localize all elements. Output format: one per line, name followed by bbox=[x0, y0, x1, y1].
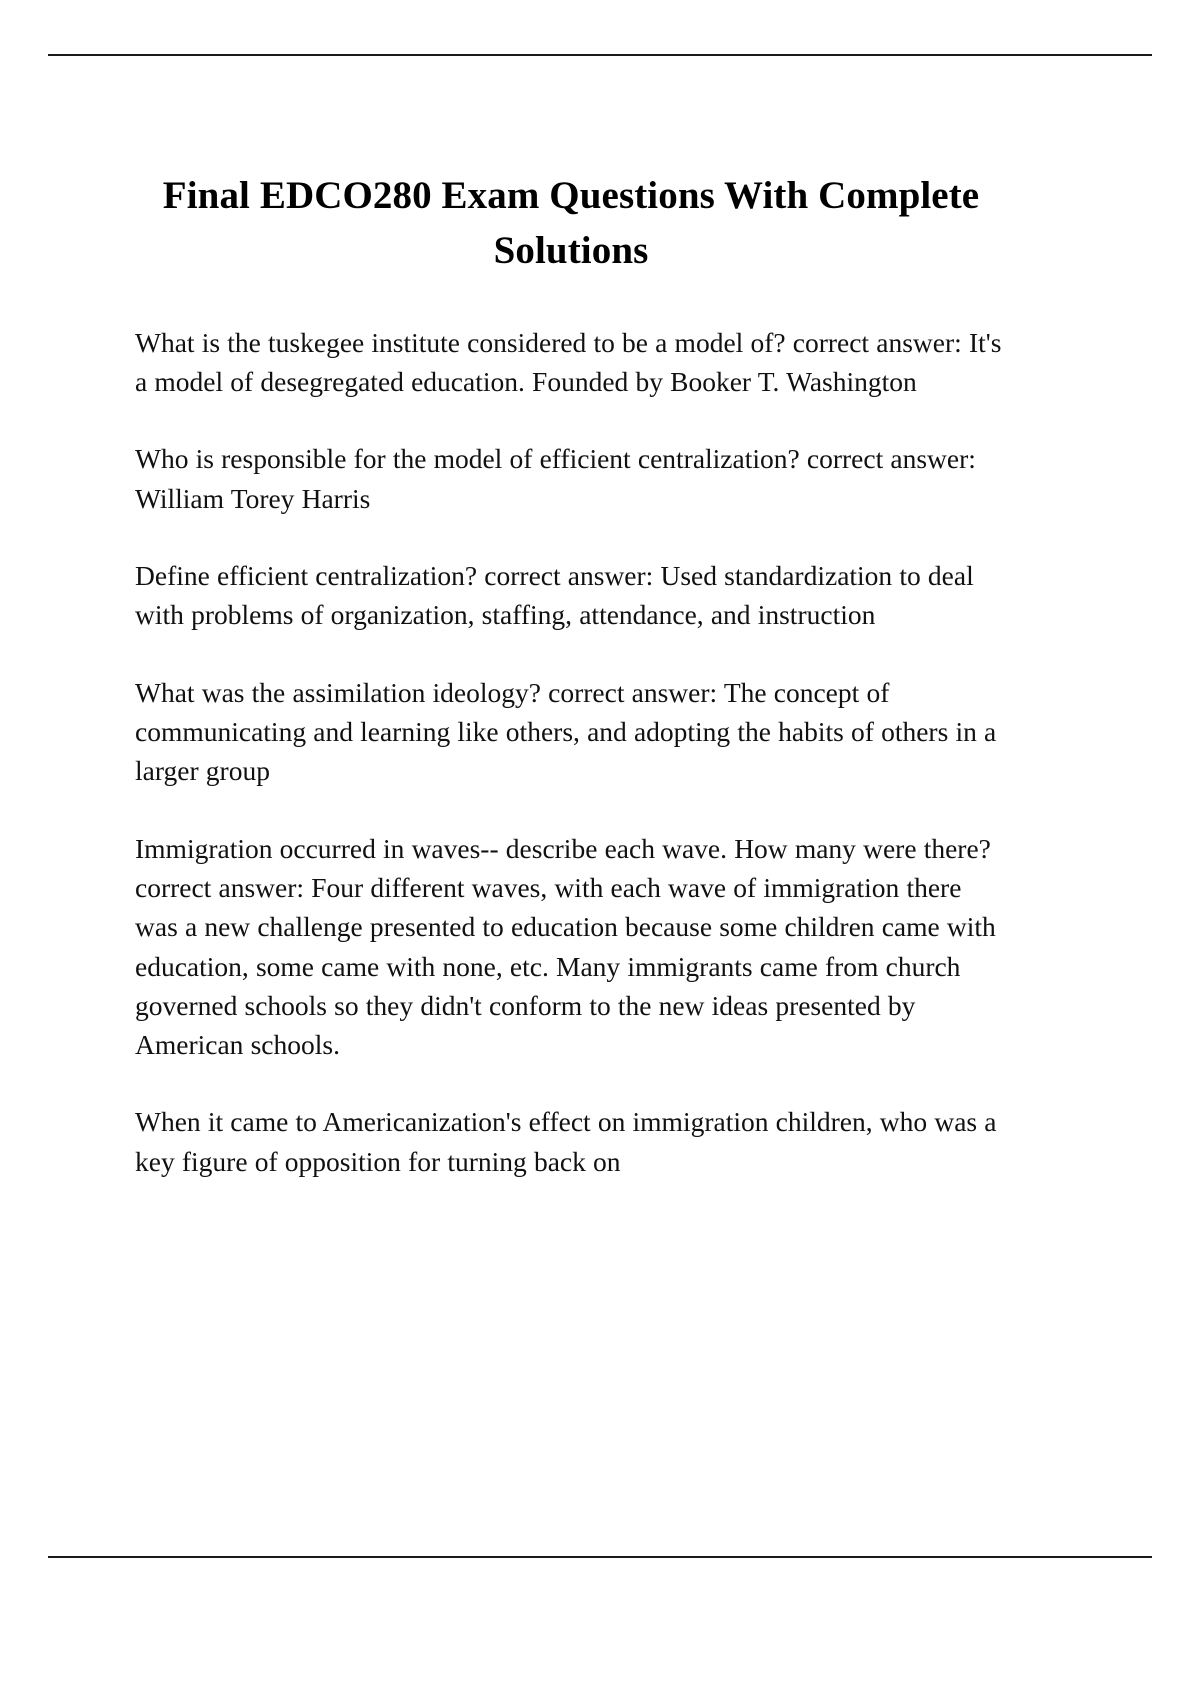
qa-paragraph: What is the tuskegee institute considered to be a model of? correct answer: It's a model of desegregated education. Founded by Booker T. Washington bbox=[135, 326, 1002, 398]
qa-paragraph: What was the assimilation ideology? correct answer: The concept of communicating and learning like others, and adopting the habits of others in a larger group bbox=[135, 676, 997, 787]
qa-paragraph: Immigration occurred in waves-- describe each wave. How many were there? correct answer: Four different waves, with each wave of immigration there was a new challenge presented to education because some children came with education, some came with none, etc. Many immigrants came from church governed schools so they didn't conform to the new ideas presented by American schools. bbox=[135, 832, 996, 1061]
header-divider bbox=[48, 54, 1152, 56]
page-title: Final EDCO280 Exam Questions With Complete Solutions bbox=[162, 174, 980, 273]
qa-paragraph: Define efficient centralization? correct answer: Used standardization to deal with problems of organization, staffing, attendance, and instruction bbox=[135, 560, 974, 631]
qa-paragraph: When it came to Americanization's effect on immigration children, who was a key figure of opposition for turning back on bbox=[135, 1106, 997, 1177]
qa-paragraph: Who is responsible for the model of efficient centralization? correct answer: William Torey Harris bbox=[135, 443, 976, 514]
footer-divider bbox=[48, 1556, 1152, 1558]
qa-list bbox=[135, 323, 1007, 1181]
document-content bbox=[135, 168, 1007, 1181]
